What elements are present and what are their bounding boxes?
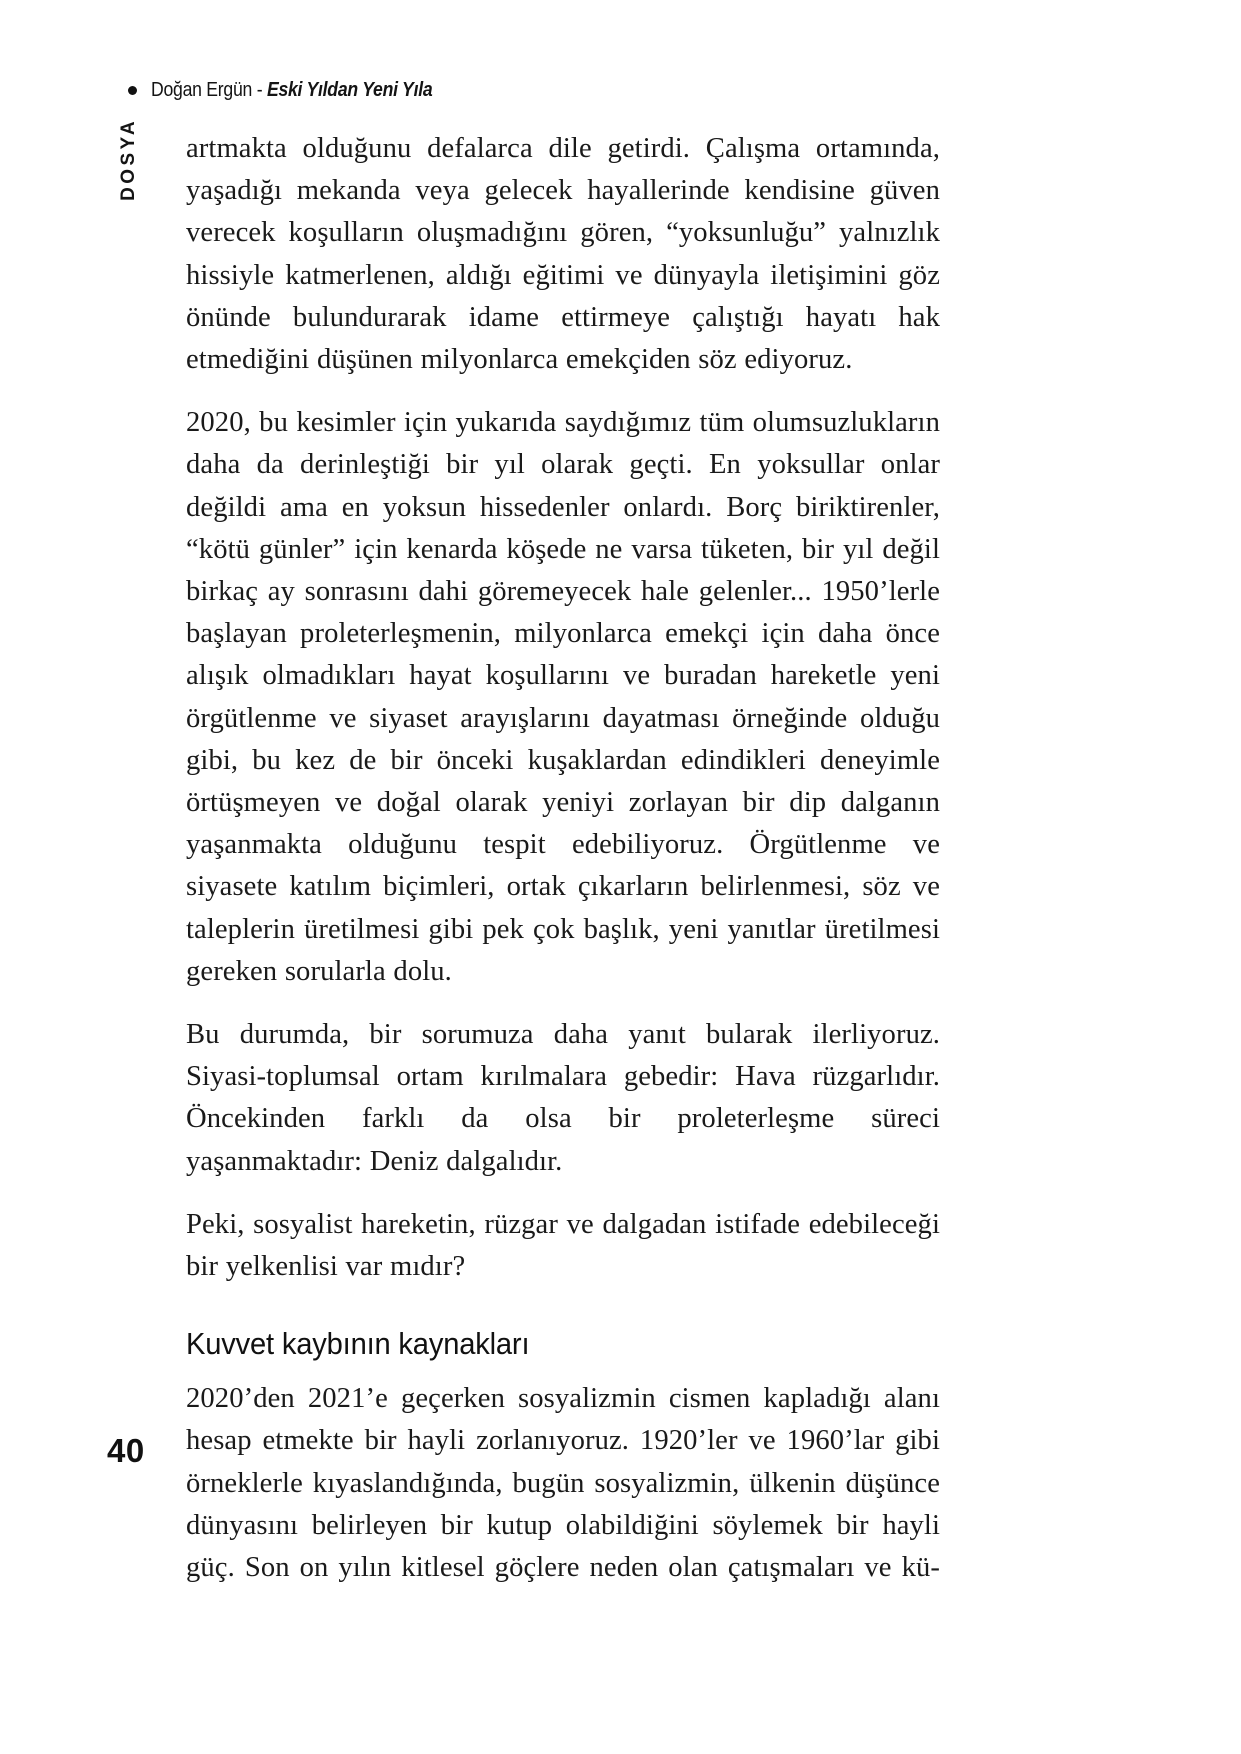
text-column [186,128,940,1589]
paragraph: 2020, bu kesimler için yukarıda saydığımız tüm olumsuzlukların daha da derinleştiği bir yıl olarak geçti. En yoksullar onlar değildi ama en yoksun hissedenler onlardı. Borç biriktirenler, “kötü günler” için kenarda köşede ne varsa tüketen, bir yıl değil birkaç ay sonrasını dahi göremeyecek hale gelenler... 1950’lerle başlayan proleterleşmenin, milyonlarca emekçi için daha önce alışık olmadıkları hayat koşullarını ve buradan hareketle yeni örgütlenme ve siyaset arayışlarını dayatması örneğinde olduğu gibi, bu kez de bir önceki kuşaklardan edindikleri deneyimle örtüşmeyen ve doğal olarak yeniyi zorlayan bir dip dalganın yaşanmakta olduğunu tespit edebiliyoruz. Örgütlenme ve siyasete katılım biçimleri, ortak çıkarların belirlenmesi, söz ve taleplerin üretilmesi gibi pek çok başlık, yeni yanıtlar üretilmesi gereken sorularla dolu. [186,407,940,987]
running-header [128,78,478,102]
bullet-dot-icon [128,86,137,95]
header-separator: - [252,78,267,101]
section-heading: Kuvvet kaybının kaynakları [186,1326,530,1362]
paragraph: artmakta olduğunu defalarca dile getirdi. Çalışma ortamında, yaşadığı mekanda veya gelecek hayallerinde kendisine güven verecek koşulların oluşmadığını gören, “yoksunluğu” yalnızlık hissiyle katmerlenen, aldığı eğitimi ve dünyayla iletişimini göz önünde bulundurarak idame ettirmeye çalıştığı hayatı hak etmediğini düşünen milyonlarca emekçiden söz ediyoruz. [186,133,940,376]
page-number: 40 [107,1432,145,1469]
header-author: Doğan Ergün [151,78,253,101]
vertical-section-tab [112,118,146,238]
paragraph: Bu durumda, bir sorumuza daha yanıt bularak ilerliyoruz. Siyasi-toplumsal ortam kırılmalara gebedir: Hava rüzgarlıdır. Öncekinden farklı da olsa bir proleterleşme süreci yaşanmaktadır: Deniz dalgalıdır. [186,1019,940,1177]
paragraph: 2020’den 2021’e geçerken sosyalizmin cismen kapladığı alanı hesap etmekte bir hayli zorlanıyoruz. 1920’ler ve 1960’lar gibi örneklerle kıyaslandığında, bugün sosyalizmin, ülkenin düşünce dünyasını belirleyen bir kutup olabildiğini söylemek bir hayli güç. Son on yılın kitlesel göçlere neden olan çatışmaları ve kü- [186,1383,940,1584]
running-header-text [151,78,432,102]
header-article-title: Eski Yıldan Yeni Yıla [266,78,433,101]
section-tab-label: DOSYA [118,118,139,201]
paragraph: Peki, sosyalist hareketin, rüzgar ve dalgadan istifade edebileceği bir yelkenlisi var mıdır? [186,1208,940,1283]
